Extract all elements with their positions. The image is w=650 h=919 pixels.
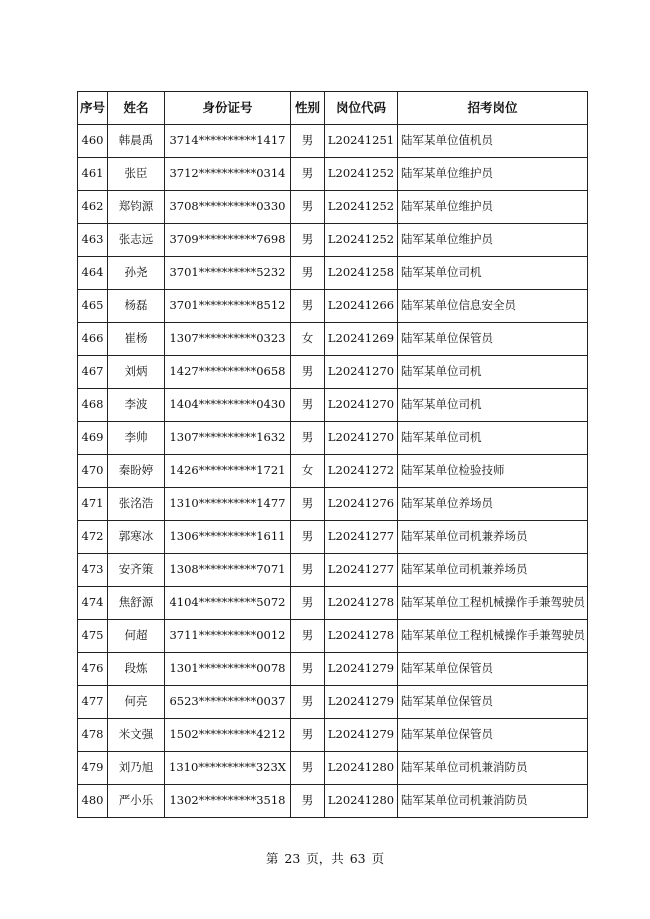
cell-position: 陆军某单位维护员 [398, 224, 588, 257]
cell-position: 陆军某单位养场员 [398, 488, 588, 521]
cell-gender: 男 [291, 554, 325, 587]
cell-gender: 男 [291, 356, 325, 389]
cell-gender: 男 [291, 158, 325, 191]
table-row [78, 125, 588, 158]
cell-id-number: 1302**********3518 [165, 785, 291, 818]
cell-index: 472 [78, 521, 108, 554]
cell-gender: 男 [291, 785, 325, 818]
cell-position-code: L20241270 [325, 356, 398, 389]
cell-id-number: 1307**********0323 [165, 323, 291, 356]
cell-position-code: L20241272 [325, 455, 398, 488]
cell-gender: 女 [291, 455, 325, 488]
cell-index: 477 [78, 686, 108, 719]
table-row [78, 422, 588, 455]
cell-gender: 男 [291, 191, 325, 224]
cell-id-number: 3711**********0012 [165, 620, 291, 653]
page-footer: 第 23 页，共 63 页 [265, 851, 385, 866]
cell-position-code: L20241280 [325, 752, 398, 785]
cell-name: 严小乐 [108, 785, 165, 818]
table-row [78, 323, 588, 356]
cell-position-code: L20241277 [325, 554, 398, 587]
header-position: 招考岗位 [398, 92, 588, 125]
cell-gender: 男 [291, 224, 325, 257]
header-row [78, 92, 588, 125]
cell-index: 464 [78, 257, 108, 290]
table-row [78, 290, 588, 323]
cell-id-number: 3701**********5232 [165, 257, 291, 290]
cell-position-code: L20241278 [325, 587, 398, 620]
cell-id-number: 1307**********1632 [165, 422, 291, 455]
cell-name: 焦舒源 [108, 587, 165, 620]
cell-index: 465 [78, 290, 108, 323]
cell-name: 秦盼婷 [108, 455, 165, 488]
cell-index: 469 [78, 422, 108, 455]
cell-position-code: L20241270 [325, 389, 398, 422]
cell-gender: 男 [291, 257, 325, 290]
header-index: 序号 [78, 92, 108, 125]
cell-position-code: L20241277 [325, 521, 398, 554]
table-body [78, 125, 588, 818]
cell-name: 杨磊 [108, 290, 165, 323]
roster-table [77, 91, 588, 818]
cell-position: 陆军某单位司机 [398, 356, 588, 389]
cell-position: 陆军某单位信息安全员 [398, 290, 588, 323]
cell-position: 陆军某单位司机兼消防员 [398, 785, 588, 818]
cell-position-code: L20241270 [325, 422, 398, 455]
table-row [78, 224, 588, 257]
cell-name: 何超 [108, 620, 165, 653]
cell-id-number: 1308**********7071 [165, 554, 291, 587]
cell-name: 刘乃旭 [108, 752, 165, 785]
cell-position-code: L20241278 [325, 620, 398, 653]
cell-name: 郑钧源 [108, 191, 165, 224]
cell-name: 何亮 [108, 686, 165, 719]
header-gender: 性别 [291, 92, 325, 125]
table-row [78, 785, 588, 818]
cell-name: 安齐策 [108, 554, 165, 587]
cell-id-number: 3712**********0314 [165, 158, 291, 191]
cell-index: 475 [78, 620, 108, 653]
cell-position: 陆军某单位工程机械操作手兼驾驶员 [398, 587, 588, 620]
header-position-code: 岗位代码 [325, 92, 398, 125]
cell-position: 陆军某单位保管员 [398, 719, 588, 752]
cell-position: 陆军某单位维护员 [398, 158, 588, 191]
header-name: 姓名 [108, 92, 165, 125]
cell-name: 刘炳 [108, 356, 165, 389]
cell-position: 陆军某单位保管员 [398, 323, 588, 356]
cell-index: 476 [78, 653, 108, 686]
cell-index: 478 [78, 719, 108, 752]
cell-position-code: L20241276 [325, 488, 398, 521]
cell-gender: 男 [291, 290, 325, 323]
cell-gender: 男 [291, 422, 325, 455]
cell-position: 陆军某单位司机兼养场员 [398, 521, 588, 554]
cell-id-number: 1310**********323X [165, 752, 291, 785]
cell-gender: 男 [291, 125, 325, 158]
cell-index: 466 [78, 323, 108, 356]
table-row [78, 356, 588, 389]
cell-position-code: L20241252 [325, 224, 398, 257]
cell-position-code: L20241279 [325, 686, 398, 719]
cell-position: 陆军某单位司机 [398, 422, 588, 455]
cell-index: 471 [78, 488, 108, 521]
cell-name: 崔杨 [108, 323, 165, 356]
table-row [78, 257, 588, 290]
cell-name: 韩晨禹 [108, 125, 165, 158]
cell-position-code: L20241252 [325, 158, 398, 191]
cell-id-number: 1427**********0658 [165, 356, 291, 389]
cell-position: 陆军某单位司机兼消防员 [398, 752, 588, 785]
cell-index: 473 [78, 554, 108, 587]
cell-id-number: 1310**********1477 [165, 488, 291, 521]
cell-id-number: 1301**********0078 [165, 653, 291, 686]
cell-name: 米文强 [108, 719, 165, 752]
cell-id-number: 3714**********1417 [165, 125, 291, 158]
cell-gender: 男 [291, 752, 325, 785]
cell-index: 479 [78, 752, 108, 785]
table-row [78, 191, 588, 224]
cell-gender: 男 [291, 587, 325, 620]
cell-id-number: 6523**********0037 [165, 686, 291, 719]
cell-name: 张臣 [108, 158, 165, 191]
cell-index: 468 [78, 389, 108, 422]
table-row [78, 686, 588, 719]
cell-index: 463 [78, 224, 108, 257]
cell-position: 陆军某单位保管员 [398, 653, 588, 686]
cell-gender: 男 [291, 488, 325, 521]
cell-position: 陆军某单位检验技师 [398, 455, 588, 488]
cell-id-number: 3708**********0330 [165, 191, 291, 224]
table-row [78, 653, 588, 686]
cell-position: 陆军某单位工程机械操作手兼驾驶员 [398, 620, 588, 653]
table-row [78, 554, 588, 587]
cell-id-number: 3701**********8512 [165, 290, 291, 323]
cell-position: 陆军某单位值机员 [398, 125, 588, 158]
header-id-number: 身份证号 [165, 92, 291, 125]
cell-position-code: L20241279 [325, 719, 398, 752]
cell-gender: 男 [291, 389, 325, 422]
cell-position: 陆军某单位维护员 [398, 191, 588, 224]
cell-index: 462 [78, 191, 108, 224]
table-row [78, 455, 588, 488]
cell-gender: 男 [291, 686, 325, 719]
cell-gender: 女 [291, 323, 325, 356]
cell-position: 陆军某单位司机 [398, 389, 588, 422]
cell-name: 李波 [108, 389, 165, 422]
cell-index: 474 [78, 587, 108, 620]
cell-position-code: L20241251 [325, 125, 398, 158]
roster-table-wrapper [77, 91, 587, 818]
cell-position-code: L20241279 [325, 653, 398, 686]
cell-index: 467 [78, 356, 108, 389]
cell-position-code: L20241269 [325, 323, 398, 356]
cell-name: 张洺浩 [108, 488, 165, 521]
cell-position-code: L20241258 [325, 257, 398, 290]
cell-name: 李帅 [108, 422, 165, 455]
cell-name: 段炼 [108, 653, 165, 686]
cell-gender: 男 [291, 719, 325, 752]
cell-name: 孙尧 [108, 257, 165, 290]
cell-position-code: L20241280 [325, 785, 398, 818]
cell-name: 郭寒冰 [108, 521, 165, 554]
cell-name: 张志远 [108, 224, 165, 257]
cell-position: 陆军某单位保管员 [398, 686, 588, 719]
cell-position: 陆军某单位司机兼养场员 [398, 554, 588, 587]
cell-gender: 男 [291, 521, 325, 554]
cell-index: 461 [78, 158, 108, 191]
cell-id-number: 1404**********0430 [165, 389, 291, 422]
cell-id-number: 1306**********1611 [165, 521, 291, 554]
table-row [78, 587, 588, 620]
table-row [78, 389, 588, 422]
table-row [78, 719, 588, 752]
cell-id-number: 1502**********4212 [165, 719, 291, 752]
cell-index: 480 [78, 785, 108, 818]
cell-position-code: L20241252 [325, 191, 398, 224]
cell-index: 460 [78, 125, 108, 158]
cell-gender: 男 [291, 653, 325, 686]
table-row [78, 620, 588, 653]
cell-position: 陆军某单位司机 [398, 257, 588, 290]
table-row [78, 752, 588, 785]
cell-id-number: 1426**********1721 [165, 455, 291, 488]
cell-gender: 男 [291, 620, 325, 653]
table-row [78, 521, 588, 554]
cell-id-number: 3709**********7698 [165, 224, 291, 257]
cell-index: 470 [78, 455, 108, 488]
cell-id-number: 4104**********5072 [165, 587, 291, 620]
table-row [78, 488, 588, 521]
table-row [78, 158, 588, 191]
cell-position-code: L20241266 [325, 290, 398, 323]
